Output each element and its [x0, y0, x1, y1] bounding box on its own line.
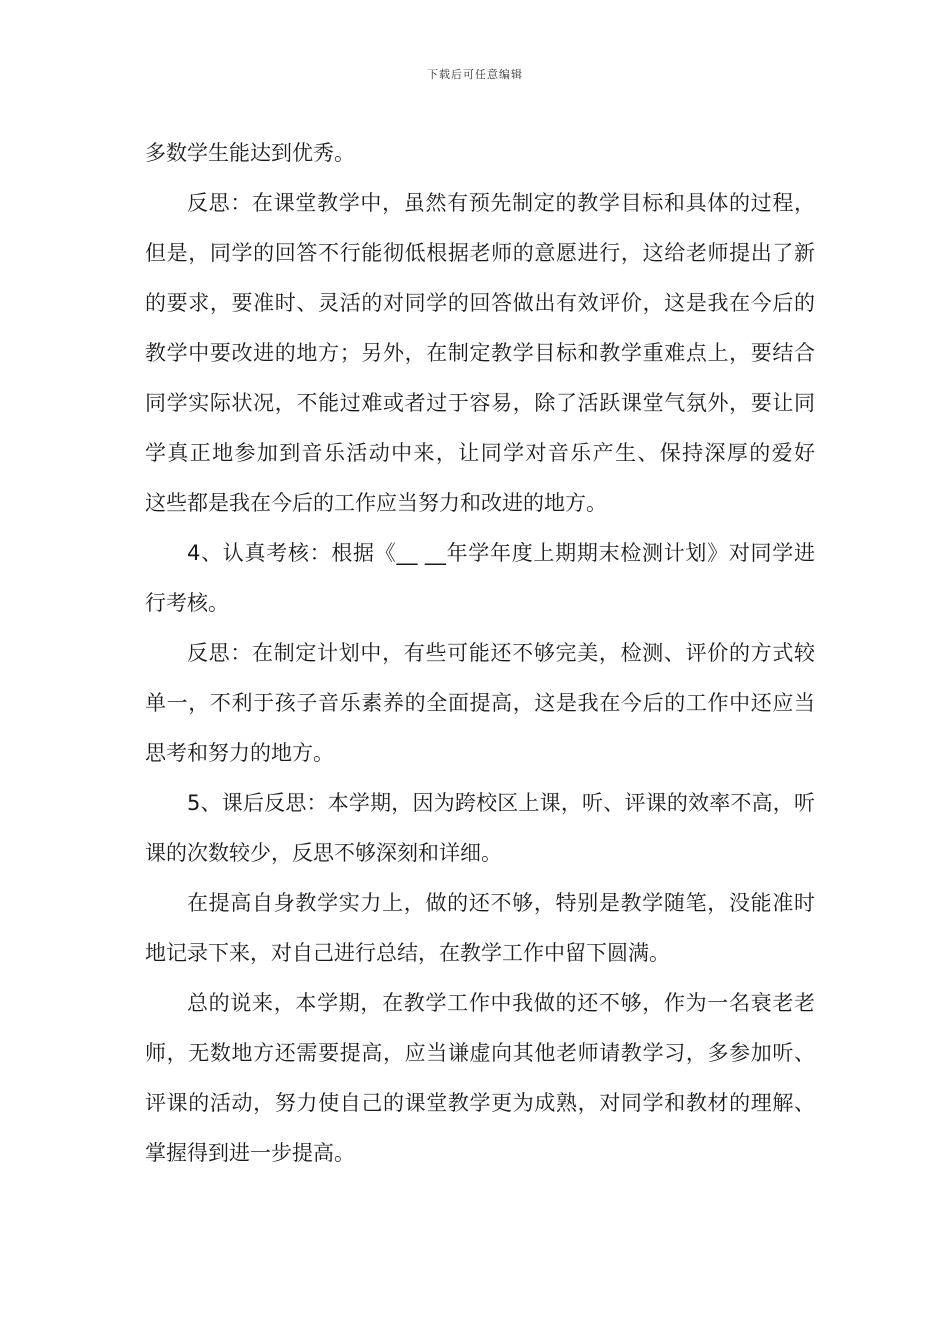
page-header: 下载后可任意编辑: [427, 68, 523, 81]
paragraph-reflection-2: 反思：在制定计划中，有些可能还不够完美，检测、评价的方式较单一，不利于孩子音乐素养的全面提高，这是我在今后的工作中还应当思考和努力的地方。: [145, 641, 815, 765]
paragraph-item-5: 5、课后反思：本学期，因为跨校区上课，听、评课的效率不高，听课的次数较少，反思不够深刻和详细。: [145, 791, 815, 865]
paragraph-item-4: 4、认真考核：根据《__ __年学年度上期期末检测计划》对同学进行考核。: [145, 541, 815, 615]
paragraph-self-improvement: 在提高自身教学实力上，做的还不够，特别是教学随笔，没能准时地记录下来，对自己进行总结，在教学工作中留下圆满。: [145, 891, 815, 965]
document-body: [145, 128, 836, 1178]
paragraph-reflection-1: 反思：在课堂教学中，虽然有预先制定的教学目标和具体的过程，但是，同学的回答不行能彻低根据老师的意愿进行，这给老师提出了新的要求，要准时、灵活的对同学的回答做出有效评价，这是我在今后的教学中要改进的地方；另外，在制定教学目标和教学重难点上，要结合同学实际状况，不能过难或者过于容易，除了活跃课堂气氛外，要让同学真正地参加到音乐活动中来，让同学对音乐产生、保持深厚的爱好 这些都是我在今后的工作应当努力和改进的地方。: [145, 191, 836, 515]
paragraph-continuation: 多数学生能达到优秀。: [145, 141, 355, 165]
paragraph-summary: 总的说来，本学期，在教学工作中我做的还不够，作为一名衰老老师，无数地方还需要提高，应当谦虚向其他老师请教学习，多参加听、评课的活动，努力使自己的课堂教学更为成熟，对同学和教材的理解、掌握得到进一步提高。: [145, 991, 815, 1165]
